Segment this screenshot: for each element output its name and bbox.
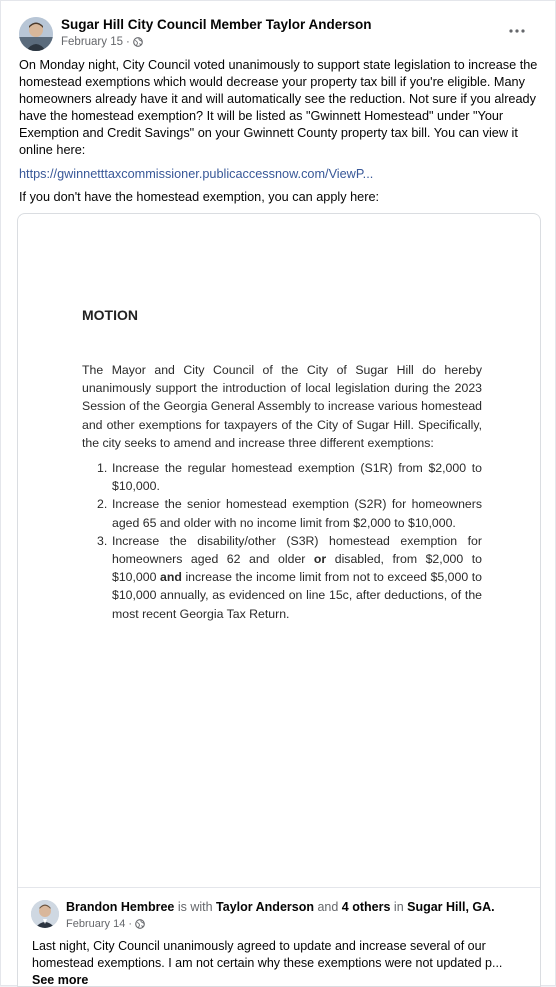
post-header <box>19 15 543 51</box>
item-text-part: Increase the disability/other (S3R) homestead exemption for homeowners aged 62 and older <box>112 533 482 567</box>
tagged-person[interactable]: Taylor Anderson <box>216 900 314 914</box>
shared-post <box>17 213 541 987</box>
item-text-part: increase the income limit from not to exceed $5,000 to $10,000 annually, as evidenced on line 15c, after deductions, of the most recent Georgia Tax Return. <box>112 570 482 621</box>
item-number: 2. <box>97 497 108 512</box>
post-text-apply: If you don't have the homestead exemption, you can apply here: <box>19 190 380 204</box>
post-author-name[interactable]: Sugar Hill City Council Member Taylor Anderson <box>61 17 372 32</box>
shared-author-avatar[interactable] <box>31 900 59 928</box>
shared-post-body: Last night, City Council unanimously agreed to update and increase several of our homestead exemptions. I am not certain why these exemptions were not updated p... <box>32 939 503 970</box>
document-intro: The Mayor and City Council of the City of Sugar Hill do hereby unanimously support the introduction of local legislation during the 2023 Session of the Georgia General Assembly to increase various homestead and other exemptions for taxpayers of the City of Sugar Hill. Specifically, the city seeks to amend and increase three different exemptions: <box>82 363 482 450</box>
location-link[interactable]: Sugar Hill, GA. <box>407 900 495 914</box>
globe-icon <box>133 37 143 47</box>
and-text: and <box>313 900 342 914</box>
item-number: 3. <box>97 533 108 548</box>
shared-post-date[interactable]: February 14 <box>66 918 126 930</box>
item-text: Increase the regular homestead exemption (S1R) from $2,000 to $10,000. <box>112 461 482 494</box>
item-text-emphasis: or <box>313 552 327 567</box>
document-title: MOTION <box>82 307 138 323</box>
shared-post-meta <box>66 918 145 930</box>
in-text: in <box>390 900 408 914</box>
post-meta <box>61 36 143 48</box>
see-more-link[interactable]: See more <box>32 973 89 987</box>
view-property-link[interactable]: https://gwinnetttaxcommissioner.publicaccessnow.com/ViewP... <box>19 167 374 181</box>
more-options-icon[interactable] <box>505 21 529 41</box>
post-body <box>19 57 541 230</box>
is-with-text: is with <box>174 900 217 914</box>
shared-author-name[interactable]: Brandon Hembree <box>66 900 175 914</box>
document-body <box>82 361 482 623</box>
post-date[interactable]: February 15 <box>61 36 124 48</box>
exemption-item <box>82 459 482 495</box>
globe-icon <box>135 919 145 929</box>
exemption-item <box>82 532 482 623</box>
exemption-list <box>82 459 482 623</box>
meta-separator: · <box>126 36 130 48</box>
item-text-emphasis: and <box>160 570 182 585</box>
item-text-part: disabled, from $2,000 to $10,000 <box>112 552 482 585</box>
meta-separator: · <box>128 918 132 930</box>
motion-document-image[interactable] <box>19 215 539 887</box>
post-text-paragraph: On Monday night, City Council voted unanimously to support state legislation to increase the homestead exemptions which would decrease your property tax bill if you're eligible. Many homeowners already have it and will automatically see the reduction. Not sure if you already have the homestead exemption? It will be listed as "Gwinnett Homestead" under "Your Exemption and Credit Savings" on your Gwinnett County property tax bill. You can view it online here: <box>19 58 538 157</box>
shared-post-details <box>18 888 540 987</box>
exemption-item <box>82 495 482 531</box>
shared-post-author-line <box>66 900 495 914</box>
others-link[interactable]: 4 others <box>341 900 391 914</box>
item-text: Increase the senior homestead exemption (S2R) for homeowners aged 65 and older with no income limit from $2,000 to $10,000. <box>112 497 482 530</box>
shared-post-text <box>32 938 528 987</box>
author-avatar[interactable] <box>19 17 53 51</box>
item-number: 1. <box>97 461 108 476</box>
